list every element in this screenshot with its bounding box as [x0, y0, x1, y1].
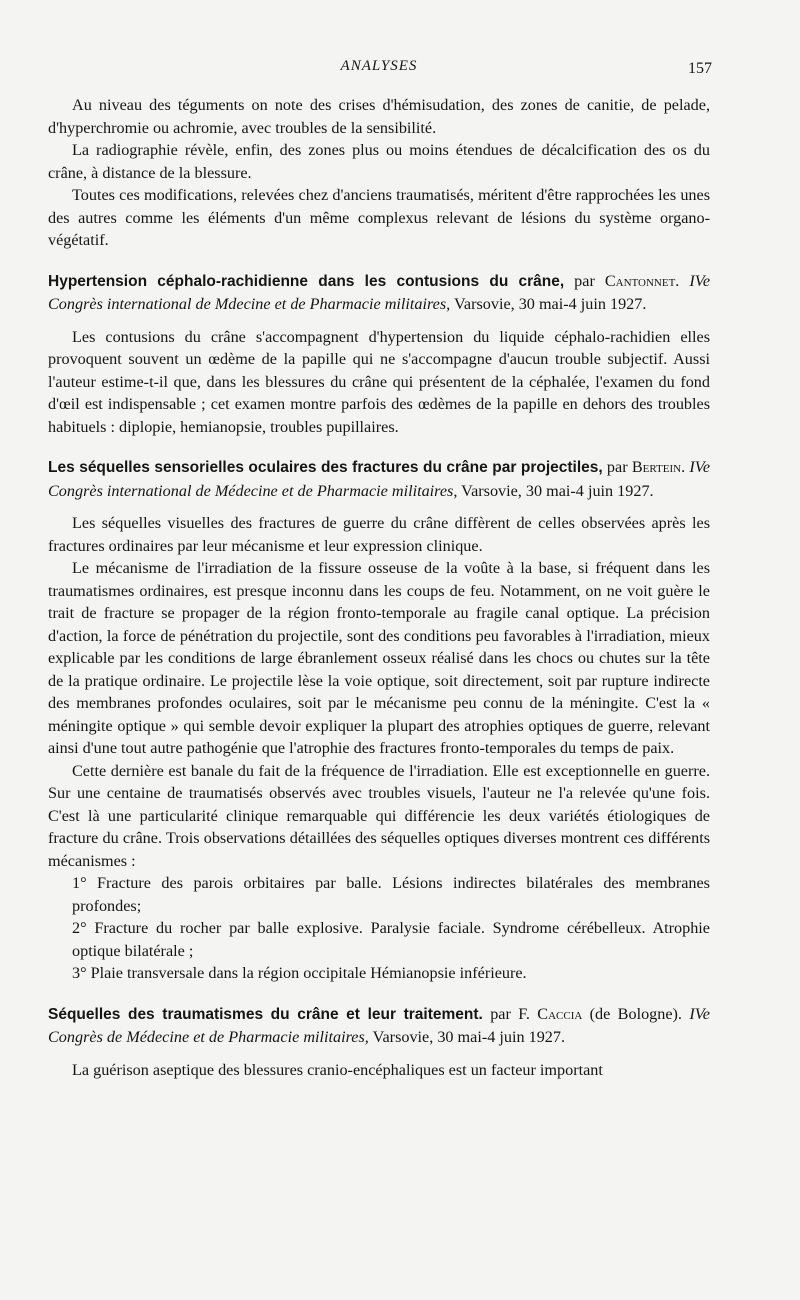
list-item: 1° Fracture des parois orbitaires par balle. Lésions indirectes bilatérales des membranes profondes;	[72, 874, 710, 915]
entry-by: par	[606, 458, 628, 476]
entry-paragraph: Le mécanisme de l'irradiation de la fissure osseuse de la voûte à la base, si fréquent dans les traumatismes ordinaires, est presque inconnu dans les coups de feu. Notamment, on ne voit guère le trait de fracture se propager de la région fronto-temporale au fragile canal optique. La précision d'action, la force de pénétration du projectile, sont des conditions peu favorables à l'irradiation, mieux explicable par les conditions de large ébranlement osseux réalisé dans les chocs ou chutes sur la tête de la pratique ordinaire. Le projectile lèse la voie optique, soit directement, soit par rupture indirecte des membranes profondes oculaires, soit par le mécanisme peu connu de la méningite. C'est la « méningite optique » qui semble devoir expliquer la plupart des atrophies optiques de guerre, relevant ainsi d'une tout autre pathogénie que l'atrophie des fractures fronto-temporales du temps de paix.	[48, 559, 710, 757]
entry-publication: IVe Congrès international de Médecine et de Pharmacie militaires,	[48, 458, 711, 500]
entry-paragraph: Les séquelles visuelles des fractures de guerre du crâne diffèrent de celles observées après les fractures ordinaires par leur mécanisme et leur expression clinique.	[48, 514, 710, 555]
entry-paragraph: La guérison aseptique des blessures cranio-encéphaliques est un facteur important	[72, 1060, 603, 1079]
entry-author: Caccia	[537, 1004, 583, 1023]
list-item: 2° Fracture du rocher par balle explosive. Paralysie faciale. Syndrome cérébelleux. Atrophie optique bilatérale ;	[72, 919, 710, 960]
entry-author-note: (de Bologne).	[589, 1004, 682, 1023]
entry-title: Séquelles des traumatismes du crâne et leur traitement.	[48, 1005, 483, 1023]
entry-place-date: Varsovie, 30 mai-4 juin 1927.	[453, 295, 647, 313]
entry-by: par	[574, 271, 595, 290]
entry-paragraph: Les contusions du crâne s'accompagnent d'hypertension du liquide céphalo-rachidien elles provoquent souvent un œdème de la papille qui ne s'accompagne d'aucun trouble subjectif. Aussi l'auteur estime-t-il que, dans les blessures du crâne qui présentent de la céphalée, l'examen du fond d'œil est indispensable ; cet examen montre parfois des œdèmes de la papille en dehors des troubles habituels : diplopie, hemianopsie, troubles pupillaires.	[48, 327, 710, 436]
entry-paragraph: Cette dernière est banale du fait de la fréquence de l'irradiation. Elle est exceptionnelle en guerre. Sur une centaine de traumatisés observés avec troubles visuels, l'auteur ne l'a relevée qu'une fois. C'est là une particularité clinique remarquable qui différencie les deux variétés étiologiques de fracture du crâne. Trois observations détaillées des séquelles optiques diverses montrent ces différents mécanismes :	[48, 761, 710, 870]
list-item: 3° Plaie transversale dans la région occipitale Hémianopsie inférieure.	[72, 964, 527, 982]
entry-by: par F.	[490, 1004, 530, 1023]
entry-author: Bertein.	[631, 458, 686, 476]
running-title: ANALYSES	[340, 58, 418, 74]
running-head	[48, 58, 710, 84]
entry-author: Cantonnet.	[604, 271, 680, 290]
entry-header	[48, 270, 710, 316]
entry-title: Hypertension céphalo-rachidienne dans les contusions du crâne,	[48, 272, 565, 290]
intro-paragraph: La radiographie révèle, enfin, des zones plus ou moins étendues de décalcification des os du crâne, à distance de la blessure.	[48, 141, 710, 182]
entry-publication: IVe Congrès international de Mdecine et de Pharmacie militaires,	[48, 271, 711, 313]
entry-place-date: Varsovie, 30 mai-4 juin 1927.	[461, 481, 654, 500]
entry-header	[48, 456, 710, 502]
entry-publication: IVe Congrès de Médecine et de Pharmacie militaires,	[48, 1004, 710, 1046]
entry-place-date: Varsovie, 30 mai-4 juin 1927.	[372, 1028, 566, 1046]
entry-title: Les séquelles sensorielles oculaires des fractures du crâne par projectiles,	[48, 459, 603, 476]
entry-header	[48, 1003, 710, 1049]
intro-paragraph: Toutes ces modifications, relevées chez d'anciens traumatisés, méritent d'être rapprochées les unes des autres comme les éléments d'un même complexus relevant de lésions du système organo-végétatif.	[48, 186, 710, 249]
intro-paragraph: Au niveau des téguments on note des crises d'hémisudation, des zones de canitie, de pelade, d'hyperchromie ou achromie, avec troubles de la sensibilité.	[48, 96, 710, 137]
page-number: 157	[688, 60, 712, 77]
